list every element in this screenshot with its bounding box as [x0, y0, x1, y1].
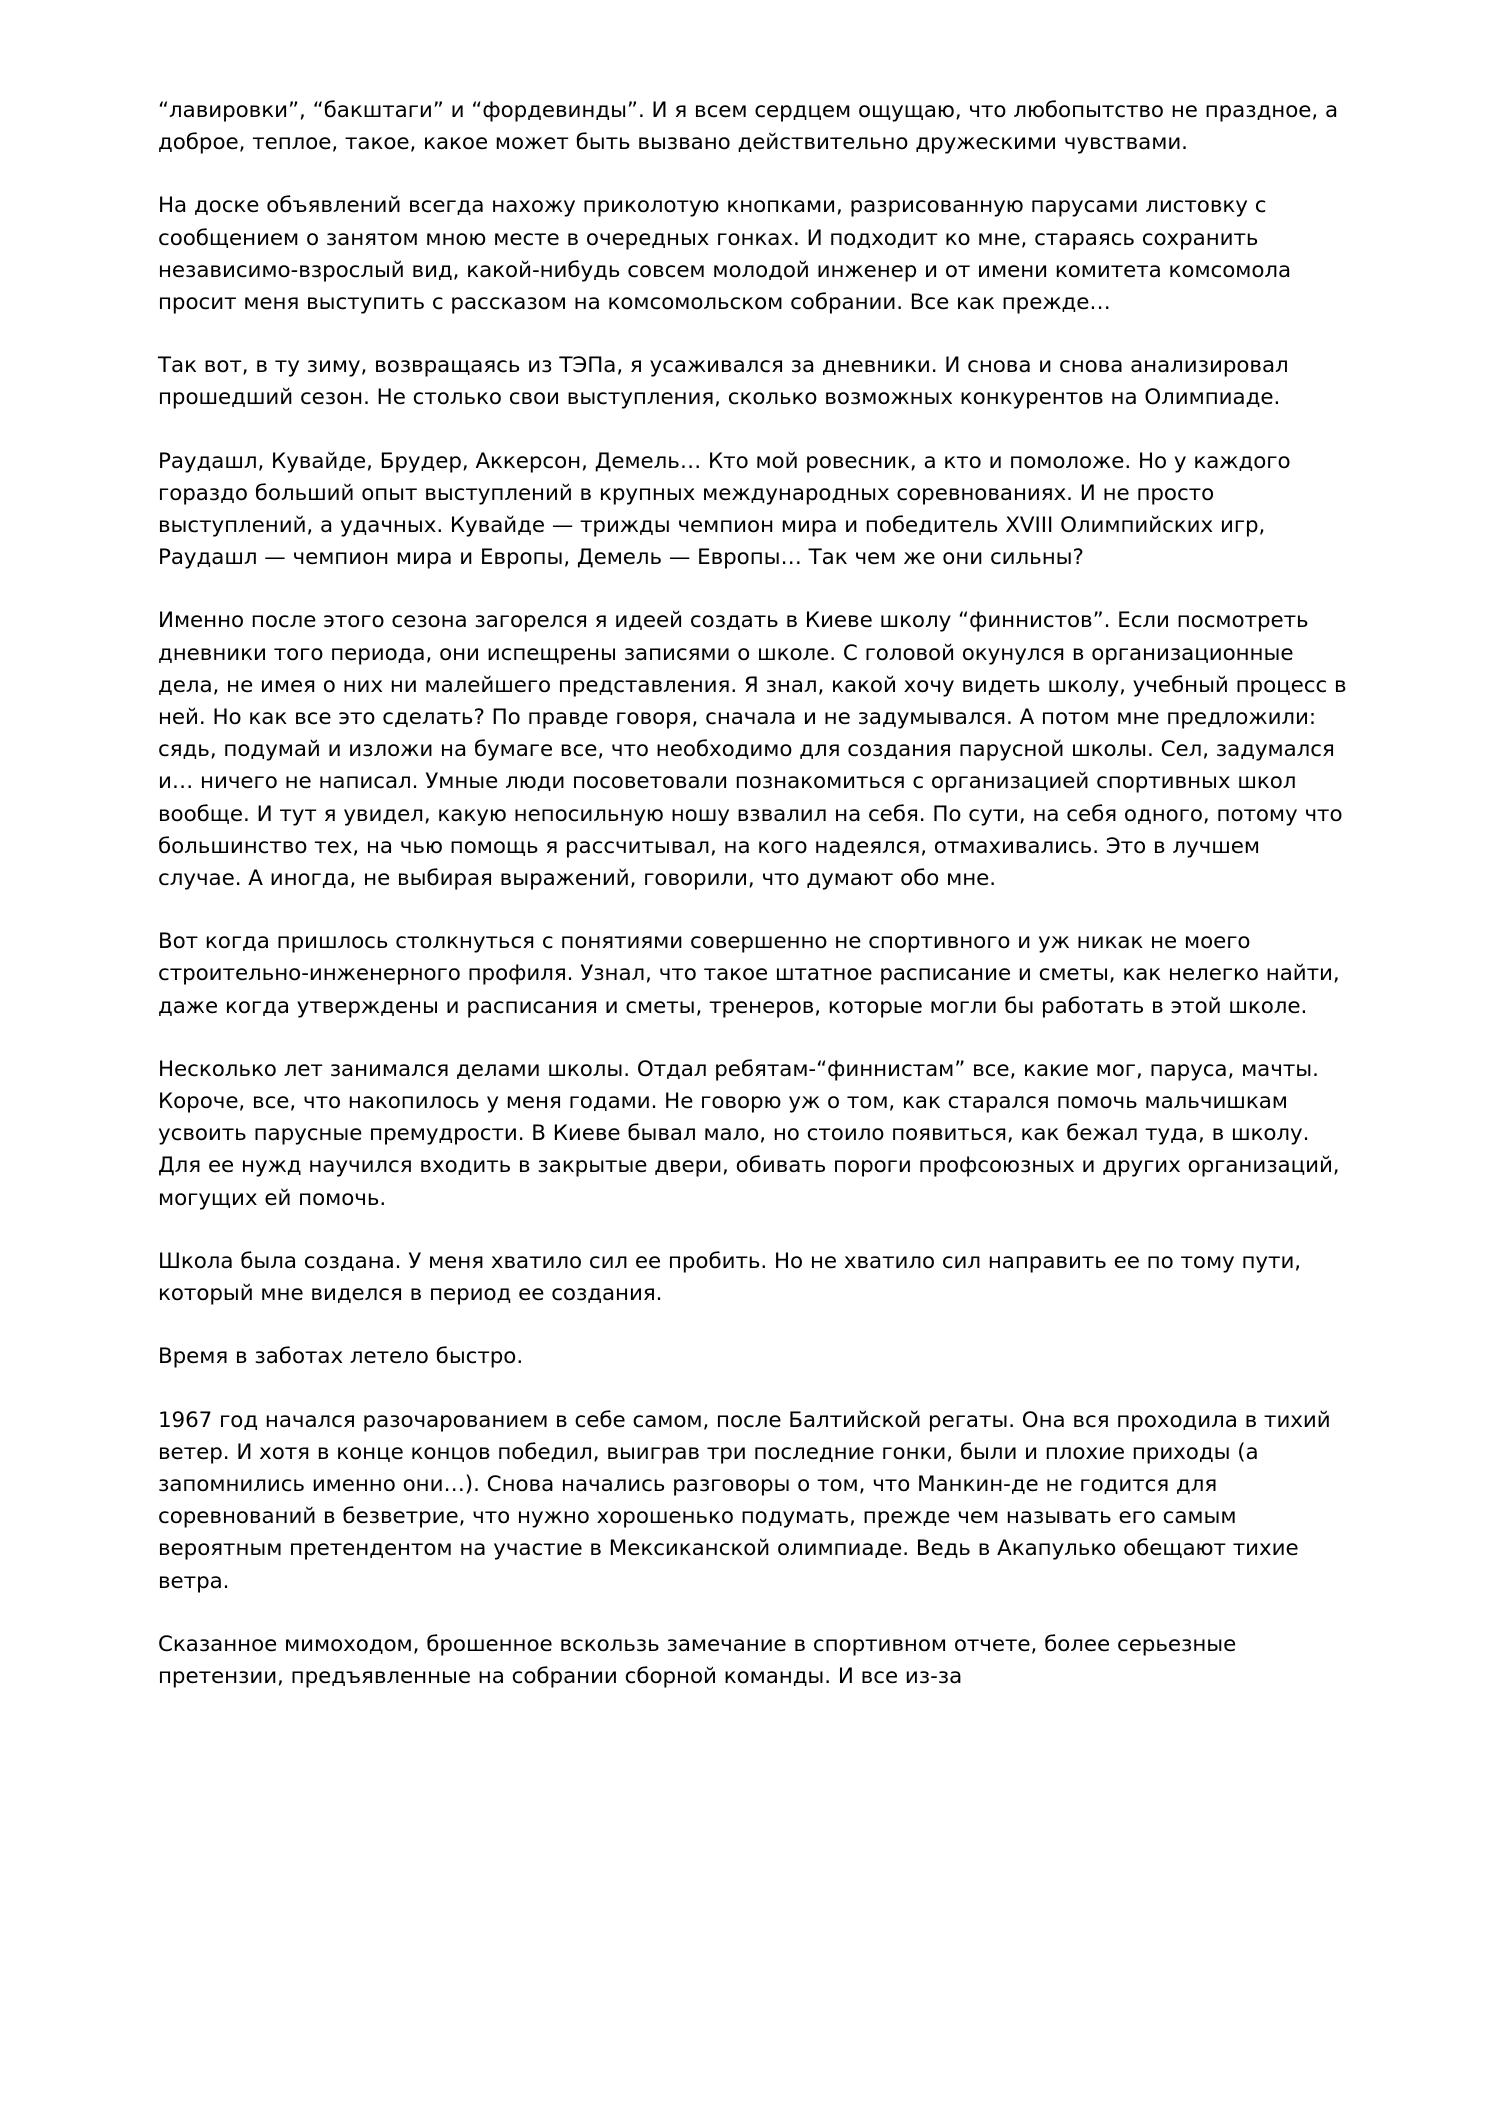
paragraph-sopierniki: Раудашл, Кувайде, Брудер, Аккерсон, Демель… Кто мой ровесник, а кто и помоложе. Но у каждого гораздо больший опыт выступлений в крупных международных соревнованиях. И не просто выступлений, а удачных. Кувайде — трижды чемпион мира и победитель XVIII Олимпийских игр, Раудашл — чемпион мира и Европы, Демель — Европы… Так чем же они сильны?: [158, 448, 1298, 571]
paragraph-neskolko-let: Несколько лет занимался делами школы. Отдал ребятам-“финнистам” все, какие мог, паруса, мачты. Короче, все, что накопилось у меня годами. Не говорю уж о том, как старался помочь мальчишкам усвоить парусные премудрости. В Киеве бывал мало, но стоило появиться, как бежал туда, в школу. Для ее нужд научился входить в закрытые двери, обивать пороги профсоюзных и других организаций, могущих ей помочь.: [158, 1056, 1347, 1211]
paragraph-doska-obyavlenij: На доске объявлений всегда нахожу приколотую кнопками, разрисованную парусами листовку с сообщением о занятом мною месте в очередных гонках. И подходит ко мне, стараясь сохранить независимо-взрослый вид, какой-нибудь совсем молодой инженер и от имени комитета комсомола просит меня выступить с рассказом на комсомольском собрании. Все как прежде…: [158, 193, 1298, 316]
paragraph-shkola-finnistov: Именно после этого сезона загорелся я идеей создать в Киеве школу “финнистов”. Если посмотреть дневники того периода, они испещрены записями о школе. С головой окунулся в организационные дела, не имея о них ни малейшего представления. Я знал, какой хочу видеть школу, учебный процесс в ней. Но как все это сделать? По правде говоря, сначала и не задумывался. А потом мне предложили: сядь, подумай и изложи на бумаге все, что необходимо для создания парусной школы. Сел, задумался и… ничего не написал. Умные люди посоветовали познакомиться с организацией спортивных школ вообще. И тут я увидел, какую непосильную ношу взвалил на себя. По сути, на себя одного, потому что большинство тех, на чью помощь я рассчитывал, на кого надеялся, отмахивались. Это в лучшем случае. А иногда, не выбирая выражений, говорили, что думают обо мне.: [158, 608, 1354, 892]
document-body: [158, 95, 1354, 1693]
paragraph-1967-god: 1967 год начался разочарованием в себе самом, после Балтийской регаты. Она вся проходила в тихий ветер. И хотя в конце концов победил, выиграв три последние гонки, были и плохие приходы (а запомнились именно они…). Снова начались разговоры о том, что Манкин-де не годится для соревнований в безветрие, что нужно хорошенько подумать, прежде чем называть его самым вероятным претендентом на участие в Мексиканской олимпиаде. Ведь в Акапулько обещают тихие ветра.: [158, 1407, 1338, 1594]
paragraph-tak-vot-v-tu-zimu: Так вот, в ту зиму, возвращаясь из ТЭПа, я усаживался за дневники. И снова и снова анализировал прошедший сезон. Не столько свои выступления, сколько возможных конкурентов на Олимпиаде.: [158, 353, 1296, 411]
paragraph-lavirovki: “лавировки”, “бакштаги” и “фордевинды”. И я всем сердцем ощущаю, что любопытство не праздное, а доброе, теплое, такое, какое может быть вызвано действительно дружескими чувствами.: [158, 98, 1345, 156]
paragraph-shtatnoe-raspisanie: Вот когда пришлось столкнуться с понятиями совершенно не спортивного и уж никак не моего строительно-инженерного профиля. Узнал, что такое штатное расписание и сметы, как нелегко найти, даже когда утверждены и расписания и сметы, тренеров, которые могли бы работать в этой школе.: [158, 929, 1347, 1019]
paragraph-shkola-byla-sozdana: Школа была создана. У меня хватило сил ее пробить. Но не хватило сил направить ее по тому пути, который мне виделся в период ее создания.: [158, 1248, 1308, 1307]
paragraph-skazannoe-mimohodom: Сказанное мимоходом, брошенное вскользь замечание в спортивном отчете, более серьезные претензии, предъявленные на собрании сборной команды. И все из-за: [158, 1631, 1244, 1689]
paragraph-vremya-letelo: Время в заботах летело быстро.: [158, 1344, 524, 1370]
